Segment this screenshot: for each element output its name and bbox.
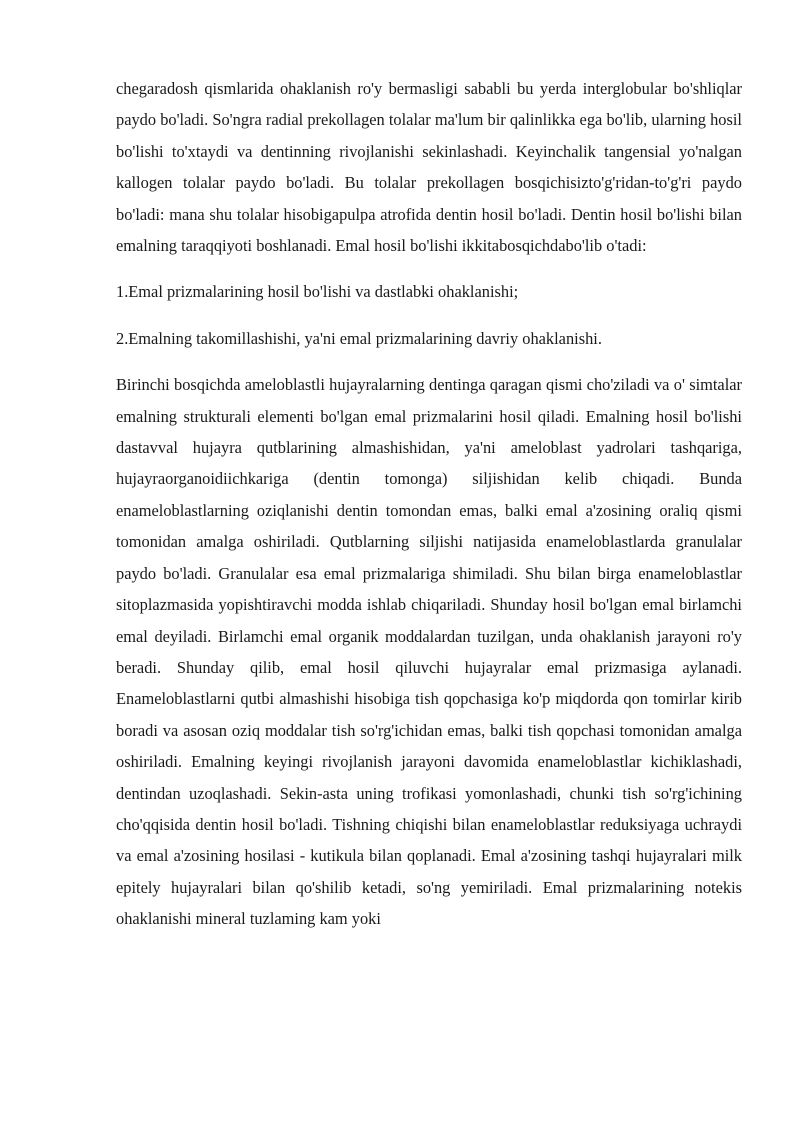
list-item-stage-2: 2.Emalning takomillashishi, ya'ni emal prizmalarining davriy ohaklanishi. xyxy=(116,328,602,348)
paragraph-first-stage: Birinchi bosqichda ameloblastli hujayralarning dentinga qaragan qismi cho'ziladi va o' simtalar emalning strukturali elementi bo'lgan emal prizmalarini hosil qiladi. Emalning hosil bo'lishi dastavval hujayra qutblarining almashishidan, ya'ni ameloblast yadrolari tashqariga, hujayraorganoidiichkariga (dentin tomonga) siljishidan kelib chiqadi. Bunda enameloblastlarning oziqlanishi dentin tomondan emas, balki emal a'zosining oraliq qismi tomonidan amalga oshiriladi. Qutblarning siljishi natijasida enameloblastlarda granulalar paydo bo'ladi. Granulalar esa emal prizmalariga shimiladi. Shu bilan birga enameloblastlar sitoplazmasida yopishtiravchi modda ishlab chiqariladi. Shunday hosil bo'lgan emal birlamchi emal deyiladi. Birlamchi emal organik moddalardan tuzilgan, unda ohaklanish jarayoni ro'y beradi. Shunday qilib, emal hosil qiluvchi hujayralar emal prizmasiga aylanadi. Enameloblastlarni qutbi almashishi hisobiga tish qopchasiga ko'p miqdorda qon tomirlar kirib boradi va asosan oziq moddalar tish so'rg'ichidan emas, balki tish qopchasi tomonidan amalga oshiriladi. Emalning keyingi rivojlanish jarayoni davomida enameloblastlar kichiklashadi, dentindan uzoqlashadi. Sekin-asta uning trofikasi yomonlashadi, chunki tish so'rg'ichining cho'qqisida dentin hosil bo'ladi. Tishning chiqishi bilan enameloblastlar reduksiyaga uchraydi va emal a'zosining hosilasi - kutikula bilan qoplanadi. Emal a'zosining tashqi hujayralari milk epitely hujayralari bilan qo'shilib ketadi, so'ng yemiriladi. Emal prizmalarining notekis ohaklanishi mineral tuzlaming kam yoki xyxy=(116,375,742,929)
paragraph-dentin-formation: chegaradosh qismlarida ohaklanish ro'y bermasligi sababli bu yerda interglobular bo'shliqlar paydo bo'ladi. So'ngra radial prekollagen tolalar ma'lum bir qalinlikka ega bo'lib, ularning hosil bo'lishi to'xtaydi va dentinning rivojlanishi sekinlashadi. Keyinchalik tangensial yo'nalgan kallogen tolalar paydo bo'ladi. Bu tolalar prekollagen bosqichisizto'g'ridan-to'g'ri paydo bo'ladi: mana shu tolalar hisobigapulpa atrofida dentin hosil bo'ladi. Dentin hosil bo'lishi bilan emalning taraqqiyoti boshlanadi. Emal hosil bo'lishi ikkitabosqichdabo'lib o'tadi: xyxy=(116,79,742,256)
list-item-stage-1: 1.Emal prizmalarining hosil bo'lishi va dastlabki ohaklanishi; xyxy=(116,282,519,302)
document-body xyxy=(116,73,742,935)
